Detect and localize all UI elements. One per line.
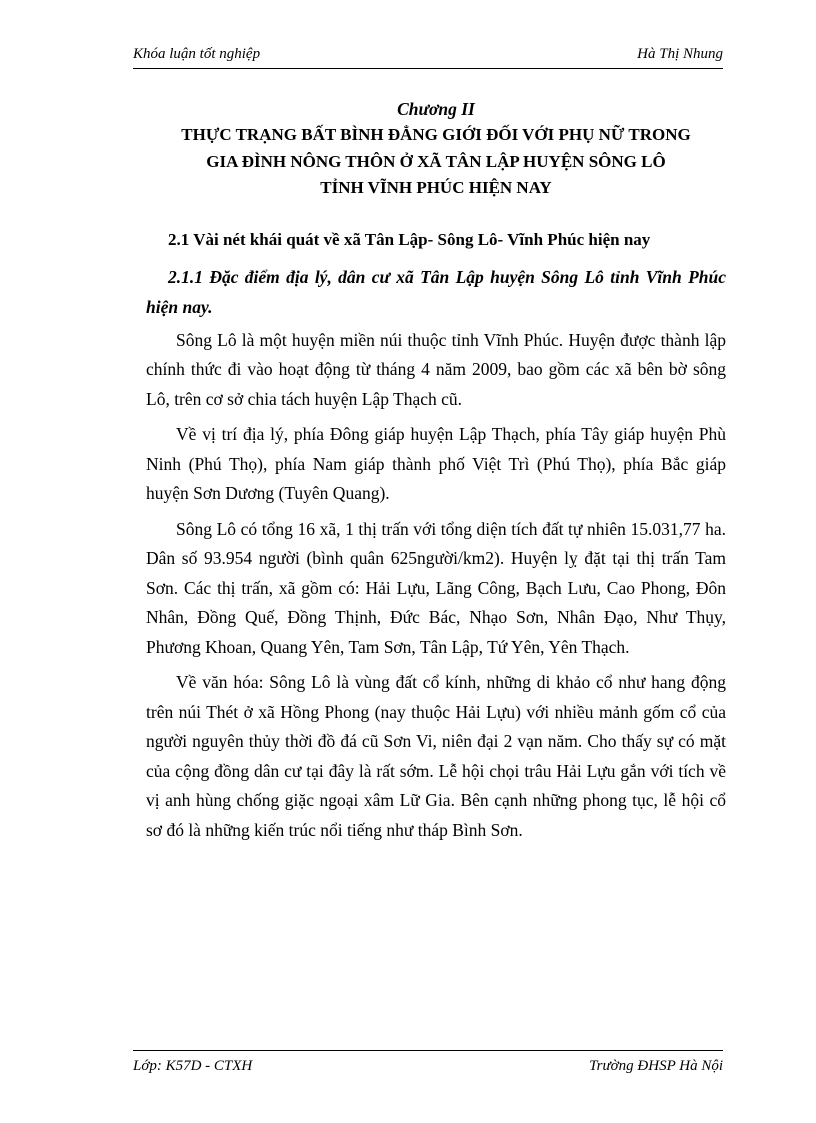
header-thesis-label: Khóa luận tốt nghiệp [133,46,261,62]
footer-class-label: Lớp: K57D - CTXH [133,1058,253,1074]
header-author-name: Hà Thị Nhung [637,46,723,62]
footer-university-name: Trường ĐHSP Hà Nội [589,1058,723,1074]
page-footer [133,1050,723,1081]
subsection-heading: 2.1.1 Đặc điểm địa lý, dân cư xã Tân Lập huyện Sông Lô tỉnh Vĩnh Phúc hiện nay. [146,266,726,317]
paragraph-4: Về văn hóa: Sông Lô là vùng đất cổ kính, những di khảo cổ như hang động trên núi Thét ở xã Hồng Phong (nay thuộc Hải Lựu) với nhiều mảnh gốm cổ của người nguyên thủy thời đồ đá cũ Sơn Vi, niên đại 2 vạn năm. Cho thấy sự có mặt của cộng đồng dân cư tại đây là rất sớm. Lễ hội chọi trâu Hải Lựu gắn với tích về vị anh hùng chống giặc ngoại xâm Lữ Gia. Bên cạnh những phong tục, lễ hội cổ sơ đó là những kiến trúc nổi tiếng như tháp Bình Sơn. [146,672,726,840]
chapter-title-line-3: TỈNH VĨNH PHÚC HIỆN NAY [320,178,552,197]
paragraph-1: Sông Lô là một huyện miền núi thuộc tỉnh Vĩnh Phúc. Huyện được thành lập chính thức đi vào hoạt động từ tháng 4 năm 2009, bao gồm các xã bên bờ sông Lô, trên cơ sở chia tách huyện Lập Thạch cũ. [146,329,726,409]
chapter-title-line-1: THỰC TRẠNG BẤT BÌNH ĐẲNG GIỚI ĐỐI VỚI PHỤ NỮ TRONG [181,125,691,144]
page-header [133,42,723,69]
chapter-title-line-2: GIA ĐÌNH NÔNG THÔN Ở XÃ TÂN LẬP HUYỆN SÔNG LÔ [206,151,666,171]
chapter-label: Chương II [397,99,475,119]
paragraph-2: Về vị trí địa lý, phía Đông giáp huyện Lập Thạch, phía Tây giáp huyện Phù Ninh (Phú Thọ), phía Nam giáp thành phố Việt Trì (Phú Thọ), phía Bắc giáp huyện Sơn Dương (Tuyên Quang). [146,424,726,503]
paragraph-3: Sông Lô có tổng 16 xã, 1 thị trấn với tổng diện tích đất tự nhiên 15.031,77 ha. Dân số 93.954 người (bình quân 625người/km2). Huyện lỵ đặt tại thị trấn Tam Sơn. Các thị trấn, xã gồm có: Hải Lựu, Lãng Công, Bạch Lưu, Cao Phong, Đôn Nhân, Đồng Quế, Đồng Thịnh, Đức Bác, Nhạo Sơn, Nhân Đạo, Như Thụy, Phương Khoan, Quang Yên, Tam Sơn, Tân Lập, Tứ Yên, Yên Thạch. [146,518,726,657]
page-content [146,96,726,851]
section-heading: 2.1 Vài nét khái quát về xã Tân Lập- Sông Lô- Vĩnh Phúc hiện nay [168,229,651,249]
